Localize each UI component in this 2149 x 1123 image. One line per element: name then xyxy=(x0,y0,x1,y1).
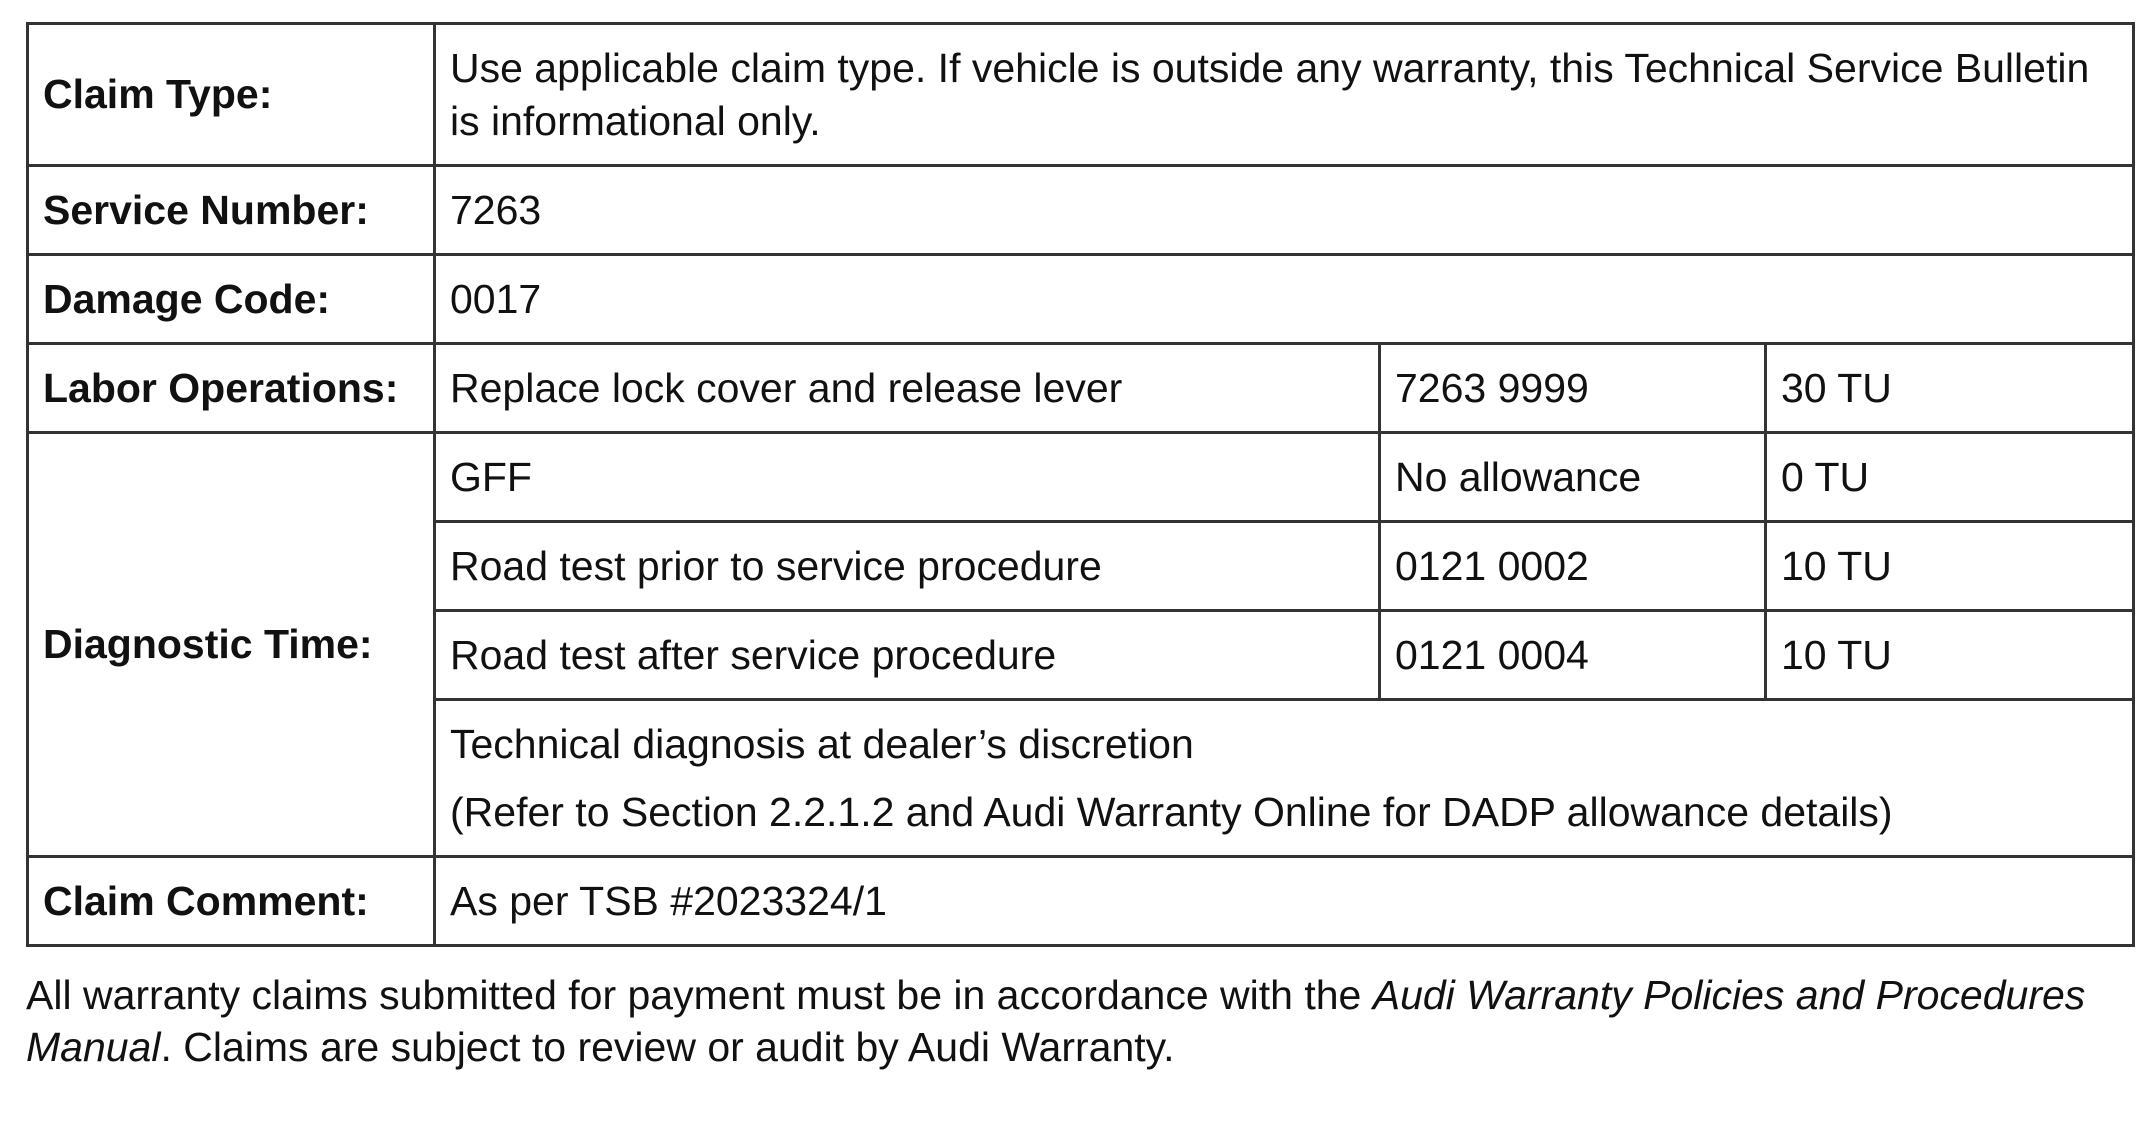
labor-operation-code: 7263 9999 xyxy=(1380,344,1766,433)
claim-type-value: Use applicable claim type. If vehicle is outside any warranty, this Technical Service Bulletin is informational only. xyxy=(435,24,2134,166)
warranty-footer-note xyxy=(26,969,2132,1074)
claim-comment-label: Claim Comment: xyxy=(28,857,435,946)
diagnostic-description: GFF xyxy=(435,433,1380,522)
diagnostic-note xyxy=(435,700,2134,857)
diagnostic-note-line: Technical diagnosis at dealer’s discretion xyxy=(450,720,1194,767)
damage-code-row xyxy=(28,255,2134,344)
diagnostic-time-row xyxy=(28,433,2134,522)
footer-text-before: All warranty claims submitted for payment must be in accordance with the xyxy=(26,972,1373,1018)
diagnostic-time-value: 0 TU xyxy=(1766,433,2134,522)
labor-operations-row xyxy=(28,344,2134,433)
warranty-claim-document xyxy=(26,22,2132,1115)
diagnostic-time-value: 10 TU xyxy=(1766,522,2134,611)
claim-comment-value: As per TSB #2023324/1 xyxy=(435,857,2134,946)
diagnostic-code: 0121 0002 xyxy=(1380,522,1766,611)
service-number-row xyxy=(28,166,2134,255)
diagnostic-description: Road test after service procedure xyxy=(435,611,1380,700)
diagnostic-description: Road test prior to service procedure xyxy=(435,522,1380,611)
claim-comment-row xyxy=(28,857,2134,946)
diagnostic-time-value: 10 TU xyxy=(1766,611,2134,700)
labor-operation-description: Replace lock cover and release lever xyxy=(435,344,1380,433)
diagnostic-time-label: Diagnostic Time: xyxy=(28,433,435,857)
claim-type-label: Claim Type: xyxy=(28,24,435,166)
claim-type-row xyxy=(28,24,2134,166)
labor-operations-label: Labor Operations: xyxy=(28,344,435,433)
diagnostic-code: No allowance xyxy=(1380,433,1766,522)
service-number-label: Service Number: xyxy=(28,166,435,255)
claim-info-table xyxy=(26,22,2135,947)
footer-text-after: . Claims are subject to review or audit by Audi Warranty. xyxy=(160,1024,1175,1071)
damage-code-value: 0017 xyxy=(435,255,2134,344)
service-number-value: 7263 xyxy=(435,166,2134,255)
labor-operation-time: 30 TU xyxy=(1766,344,2134,433)
damage-code-label: Damage Code: xyxy=(28,255,435,344)
diagnostic-note-reference: (Refer to Section 2.2.1.2 and Audi Warranty Online for DADP allowance details) xyxy=(450,789,1893,835)
warranty-manual-title: Audi Warranty Policies and Procedures Manual xyxy=(26,972,2086,1071)
diagnostic-code: 0121 0004 xyxy=(1380,611,1766,700)
